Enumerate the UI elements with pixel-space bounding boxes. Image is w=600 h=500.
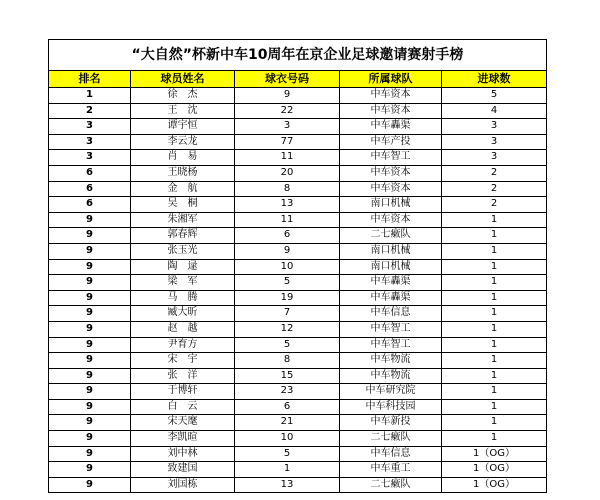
table-row [49, 275, 547, 291]
goals-cell: 1 [442, 337, 547, 353]
jersey-number-cell: 5 [235, 446, 340, 462]
team-cell: 中车物流 [340, 353, 442, 369]
team-cell: 中车产投 [340, 134, 442, 150]
rank-cell: 9 [49, 462, 131, 478]
table-row [49, 150, 547, 166]
header-row [49, 71, 547, 88]
jersey-number-cell: 13 [235, 197, 340, 213]
team-cell: 南口机械 [340, 259, 442, 275]
rank-cell: 6 [49, 181, 131, 197]
header-jersey-number: 球衣号码 [235, 71, 340, 88]
table-row [49, 181, 547, 197]
rank-cell: 9 [49, 228, 131, 244]
table-row [49, 368, 547, 384]
goals-cell: 1 [442, 306, 547, 322]
player-name-cell: 白 云 [131, 399, 235, 415]
team-cell: 中车资本 [340, 181, 442, 197]
goals-cell: 1 [442, 399, 547, 415]
table-row [49, 228, 547, 244]
rank-cell: 9 [49, 399, 131, 415]
rank-cell: 9 [49, 477, 131, 493]
table-row [49, 306, 547, 322]
player-name-cell: 宋天麾 [131, 415, 235, 431]
table-row [49, 134, 547, 150]
rank-cell: 3 [49, 119, 131, 135]
goals-cell: 2 [442, 197, 547, 213]
team-cell: 中车重工 [340, 462, 442, 478]
rank-cell: 9 [49, 259, 131, 275]
rank-cell: 9 [49, 446, 131, 462]
team-cell: 中车资本 [340, 103, 442, 119]
team-cell: 中车科技园 [340, 399, 442, 415]
goals-cell: 3 [442, 134, 547, 150]
rank-cell: 9 [49, 275, 131, 291]
team-cell: 中车轟渠 [340, 119, 442, 135]
goals-cell: 1 [442, 212, 547, 228]
jersey-number-cell: 21 [235, 415, 340, 431]
team-cell: 中车智工 [340, 337, 442, 353]
jersey-number-cell: 5 [235, 275, 340, 291]
table-row [49, 384, 547, 400]
table-row [49, 353, 547, 369]
jersey-number-cell: 6 [235, 399, 340, 415]
team-cell: 中车研究院 [340, 384, 442, 400]
table-row [49, 103, 547, 119]
goals-cell: 1 [442, 290, 547, 306]
player-name-cell: 致建国 [131, 462, 235, 478]
goals-cell: 1 [442, 228, 547, 244]
player-name-cell: 马 腾 [131, 290, 235, 306]
table-row [49, 462, 547, 478]
jersey-number-cell: 19 [235, 290, 340, 306]
team-cell: 二七瘷队 [340, 431, 442, 447]
team-cell: 中车智工 [340, 150, 442, 166]
jersey-number-cell: 5 [235, 337, 340, 353]
table-row [49, 165, 547, 181]
rank-cell: 9 [49, 337, 131, 353]
jersey-number-cell: 9 [235, 88, 340, 104]
header-team: 所属球队 [340, 71, 442, 88]
player-name-cell: 谭宇恒 [131, 119, 235, 135]
player-name-cell: 陶 逯 [131, 259, 235, 275]
table-row [49, 431, 547, 447]
player-name-cell: 王晓杨 [131, 165, 235, 181]
goals-cell: 1 [442, 415, 547, 431]
jersey-number-cell: 12 [235, 321, 340, 337]
goals-cell: 3 [442, 150, 547, 166]
player-name-cell: 李凯暄 [131, 431, 235, 447]
goals-cell: 2 [442, 165, 547, 181]
table-row [49, 337, 547, 353]
table-row [49, 290, 547, 306]
table-row [49, 212, 547, 228]
jersey-number-cell: 20 [235, 165, 340, 181]
goals-cell: 1（OG） [442, 477, 547, 493]
team-cell: 南口机械 [340, 197, 442, 213]
header-goals: 进球数 [442, 71, 547, 88]
jersey-number-cell: 23 [235, 384, 340, 400]
jersey-number-cell: 6 [235, 228, 340, 244]
player-name-cell: 于博轩 [131, 384, 235, 400]
jersey-number-cell: 8 [235, 353, 340, 369]
player-name-cell: 臧大昕 [131, 306, 235, 322]
team-cell: 二七瘷队 [340, 477, 442, 493]
jersey-number-cell: 10 [235, 431, 340, 447]
rank-cell: 9 [49, 306, 131, 322]
rank-cell: 9 [49, 384, 131, 400]
goals-cell: 1 [442, 259, 547, 275]
team-cell: 中车物流 [340, 368, 442, 384]
rank-cell: 6 [49, 197, 131, 213]
jersey-number-cell: 10 [235, 259, 340, 275]
rank-cell: 9 [49, 431, 131, 447]
table-row [49, 477, 547, 493]
jersey-number-cell: 8 [235, 181, 340, 197]
table-row [49, 119, 547, 135]
rank-cell: 9 [49, 321, 131, 337]
goals-cell: 4 [442, 103, 547, 119]
header-player-name: 球员姓名 [131, 71, 235, 88]
table-row [49, 88, 547, 104]
player-name-cell: 宋 宇 [131, 353, 235, 369]
jersey-number-cell: 11 [235, 212, 340, 228]
player-name-cell: 张玉光 [131, 243, 235, 259]
table-row [49, 399, 547, 415]
player-name-cell: 赵 越 [131, 321, 235, 337]
goals-cell: 1 [442, 353, 547, 369]
jersey-number-cell: 7 [235, 306, 340, 322]
player-name-cell: 尹育方 [131, 337, 235, 353]
goals-cell: 1 [442, 368, 547, 384]
jersey-number-cell: 11 [235, 150, 340, 166]
jersey-number-cell: 1 [235, 462, 340, 478]
player-name-cell: 王 沈 [131, 103, 235, 119]
goals-cell: 1 [442, 321, 547, 337]
team-cell: 二七瘷队 [340, 228, 442, 244]
rank-cell: 9 [49, 290, 131, 306]
player-name-cell: 郭春辉 [131, 228, 235, 244]
team-cell: 中车资本 [340, 212, 442, 228]
team-cell: 中车智工 [340, 321, 442, 337]
player-name-cell: 朱湘军 [131, 212, 235, 228]
player-name-cell: 吴 桐 [131, 197, 235, 213]
jersey-number-cell: 3 [235, 119, 340, 135]
header-rank: 排名 [49, 71, 131, 88]
player-name-cell: 肖 易 [131, 150, 235, 166]
team-cell: 中车资本 [340, 165, 442, 181]
team-cell: 南口机械 [340, 243, 442, 259]
scorers-sheet [48, 39, 546, 493]
rank-cell: 9 [49, 368, 131, 384]
sheet-title: “大自然”杯新中车10周年在京企业足球邀请赛射手榜 [49, 40, 547, 71]
team-cell: 中车轟渠 [340, 290, 442, 306]
team-cell: 中车信息 [340, 446, 442, 462]
table-row [49, 243, 547, 259]
table-row [49, 415, 547, 431]
goals-cell: 1 [442, 384, 547, 400]
player-name-cell: 金 航 [131, 181, 235, 197]
team-cell: 中车信息 [340, 306, 442, 322]
goals-cell: 1 [442, 431, 547, 447]
jersey-number-cell: 9 [235, 243, 340, 259]
goals-cell: 2 [442, 181, 547, 197]
goals-cell: 5 [442, 88, 547, 104]
goals-cell: 1（OG） [442, 446, 547, 462]
table-row [49, 197, 547, 213]
jersey-number-cell: 77 [235, 134, 340, 150]
table-row [49, 321, 547, 337]
rank-cell: 9 [49, 353, 131, 369]
goals-cell: 1（OG） [442, 462, 547, 478]
jersey-number-cell: 15 [235, 368, 340, 384]
player-name-cell: 刘中林 [131, 446, 235, 462]
rank-cell: 2 [49, 103, 131, 119]
goals-cell: 1 [442, 243, 547, 259]
rank-cell: 3 [49, 150, 131, 166]
rank-cell: 9 [49, 243, 131, 259]
jersey-number-cell: 22 [235, 103, 340, 119]
player-name-cell: 刘国栋 [131, 477, 235, 493]
rank-cell: 6 [49, 165, 131, 181]
player-name-cell: 张 洋 [131, 368, 235, 384]
goals-cell: 1 [442, 275, 547, 291]
rank-cell: 1 [49, 88, 131, 104]
team-cell: 中车轟渠 [340, 275, 442, 291]
table-row [49, 259, 547, 275]
goals-cell: 3 [442, 119, 547, 135]
player-name-cell: 李云龙 [131, 134, 235, 150]
player-name-cell: 徐 杰 [131, 88, 235, 104]
player-name-cell: 梁 军 [131, 275, 235, 291]
table-row [49, 446, 547, 462]
table-body [49, 88, 547, 493]
scorers-table [48, 39, 547, 493]
rank-cell: 9 [49, 212, 131, 228]
rank-cell: 3 [49, 134, 131, 150]
team-cell: 中车新投 [340, 415, 442, 431]
team-cell: 中车资本 [340, 88, 442, 104]
rank-cell: 9 [49, 415, 131, 431]
jersey-number-cell: 13 [235, 477, 340, 493]
